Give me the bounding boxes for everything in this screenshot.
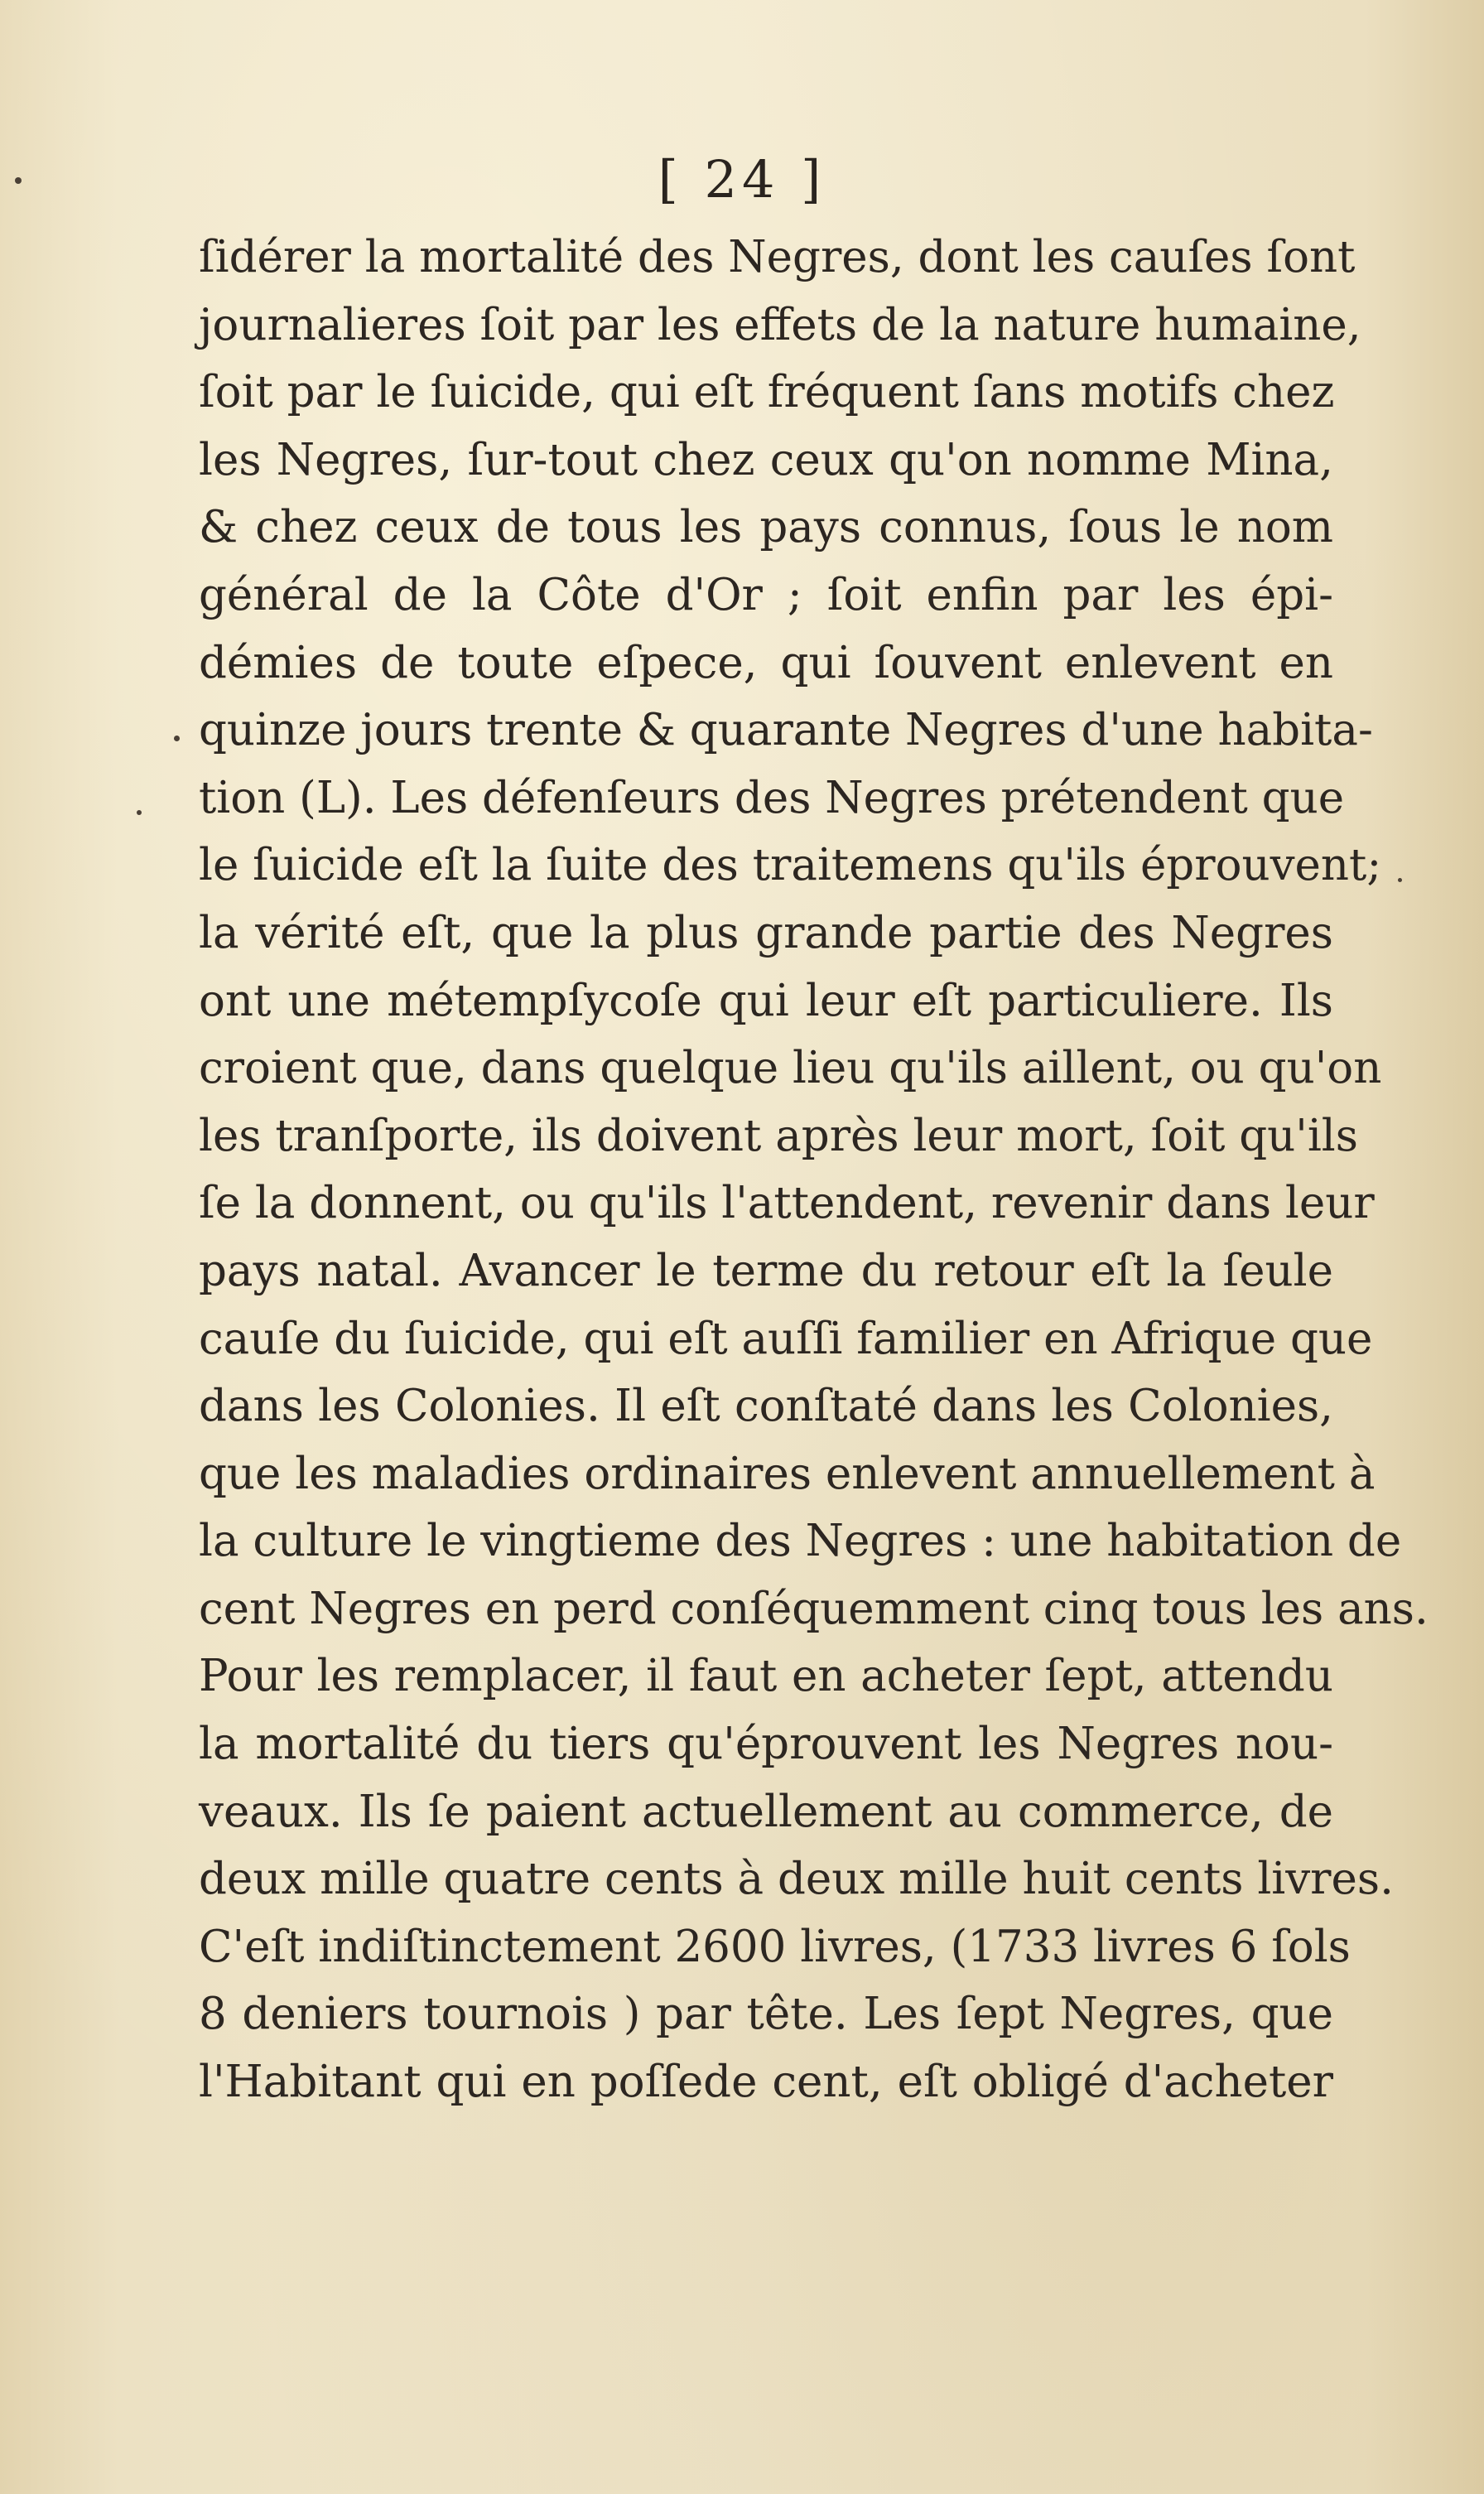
text-line: la mortalité du tiers qu'éprouvent les Negres nou- bbox=[199, 1719, 1333, 1770]
text-line: ſidérer la mortalité des Negres, dont les cauſes ſont bbox=[199, 232, 1356, 282]
text-line: cent Negres en perd conſéquemment cinq tous les ans. bbox=[199, 1583, 1429, 1634]
text-line: cauſe du ſuicide, qui eſt auſſi familier en Afrique que bbox=[199, 1313, 1373, 1364]
text-line: tion (L). Les défenſeurs des Negres prétendent que bbox=[199, 772, 1345, 823]
text-line: 8 deniers tournois ) par tête. Les ſept Negres, que bbox=[199, 1989, 1333, 2040]
text-line: que les maladies ordinaires enlevent annuellement à bbox=[199, 1448, 1376, 1499]
text-line: la culture le vingtieme des Negres : une habitation de bbox=[199, 1516, 1402, 1567]
ink-speck bbox=[1398, 878, 1402, 882]
text-line: les tranſporte, ils doivent après leur mort, ſoit qu'ils bbox=[199, 1110, 1358, 1161]
text-line: la vérité eſt, que la plus grande partie des Negres bbox=[199, 907, 1333, 958]
text-line: & chez ceux de tous les pays connus, ſous le nom bbox=[199, 502, 1333, 553]
text-line: journalieres ſoit par les effets de la nature humaine, bbox=[199, 299, 1361, 350]
text-line: les Negres, ſur-tout chez ceux qu'on nomme Mina, bbox=[199, 434, 1333, 485]
text-line: pays natal. Avancer le terme du retour eſt la ſeule bbox=[199, 1245, 1333, 1296]
text-line: C'eſt indiſtinctement 2600 livres, (1733 livres 6 ſols bbox=[199, 1921, 1351, 1972]
text-line: général de la Côte d'Or ; ſoit enfin par les épi- bbox=[199, 569, 1333, 620]
text-line: veaux. Ils ſe paient actuellement au commerce, de bbox=[199, 1786, 1333, 1837]
ink-speck bbox=[137, 810, 142, 815]
text-line: le ſuicide eſt la ſuite des traitemens qu'ils éprouvent; bbox=[199, 840, 1382, 891]
text-line: démies de toute eſpece, qui ſouvent enlevent en bbox=[199, 637, 1333, 688]
text-line: croient que, dans quelque lieu qu'ils aillent, ou qu'on bbox=[199, 1043, 1382, 1094]
page-number: [ 24 ] bbox=[658, 149, 826, 210]
text-line: Pour les remplacer, il faut en acheter ſept, attendu bbox=[199, 1651, 1333, 1702]
text-line: ſoit par le ſuicide, qui eſt fréquent ſans motifs chez bbox=[199, 367, 1335, 418]
text-line: l'Habitant qui en poſſede cent, eſt obligé d'acheter bbox=[199, 2057, 1333, 2108]
text-line: deux mille quatre cents à deux mille huit cents livres. bbox=[199, 1854, 1394, 1905]
text-line: quinze jours trente & quarante Negres d'une habita- bbox=[199, 705, 1373, 756]
body-text bbox=[199, 224, 1429, 2116]
ink-speck bbox=[174, 736, 180, 741]
text-line: ont une métempſycoſe qui leur eſt particuliere. Ils bbox=[199, 975, 1333, 1026]
text-line: ſe la donnent, ou qu'ils l'attendent, revenir dans leur bbox=[199, 1178, 1375, 1229]
text-line: dans les Colonies. Il eſt conſtaté dans les Colonies, bbox=[199, 1381, 1333, 1432]
